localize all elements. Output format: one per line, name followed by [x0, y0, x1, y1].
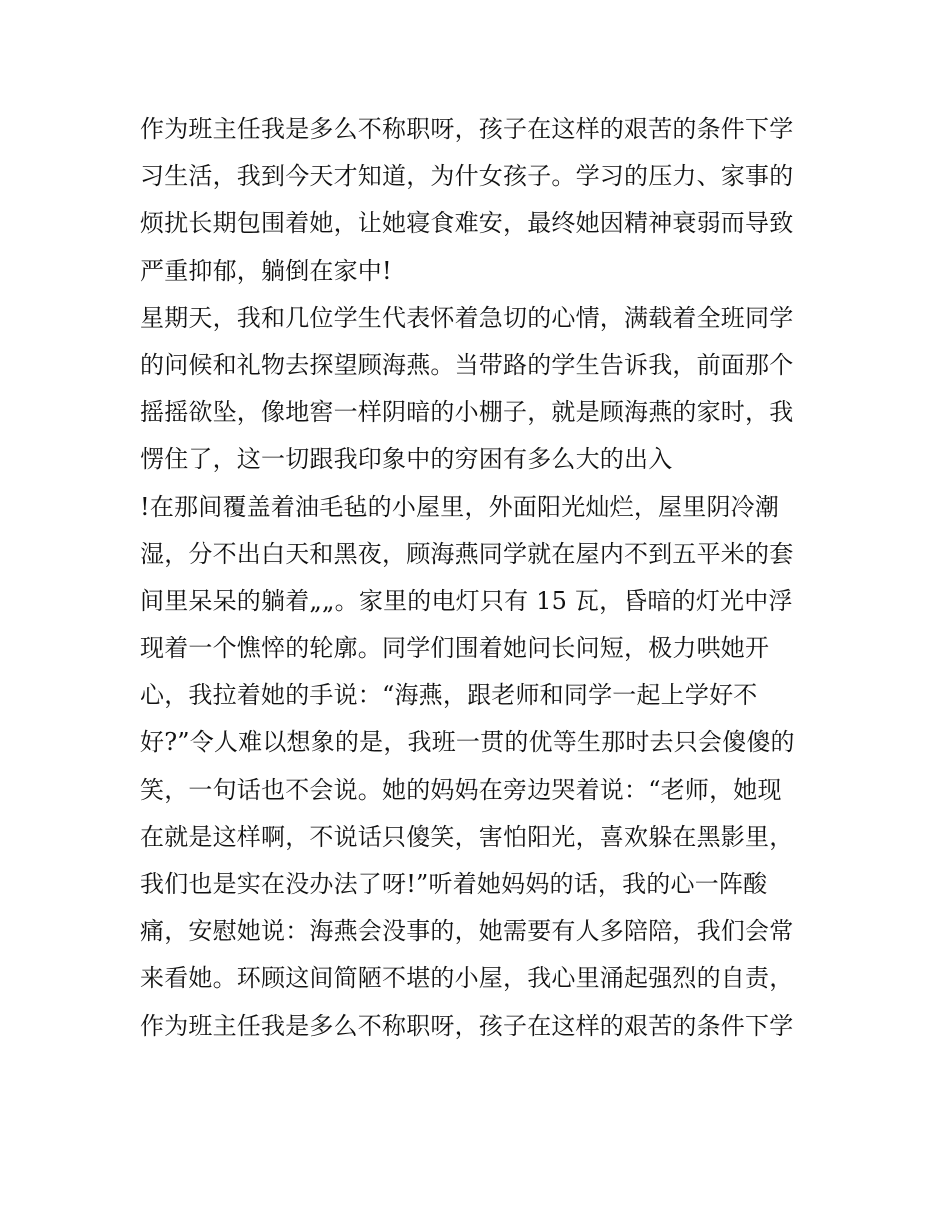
text-line: 在就是这样啊，不说话只傻笑，害怕阳光，喜欢躲在黑影里，	[140, 822, 794, 851]
text-line: 笑，一句话也不会说。她的妈妈在旁边哭着说：“老师，她现	[140, 775, 782, 804]
text-line: 习生活，我到今天才知道，为什女孩子。学习的压力、家事的	[140, 162, 794, 191]
text-line: 来看她。环顾这间简陋不堪的小屋，我心里涌起强烈的自责，	[140, 964, 794, 993]
text-line: 间里呆呆的躺着„„。家里的电灯只有 15 瓦，昏暗的灯光中浮	[140, 586, 793, 615]
text-line: 作为班主任我是多么不称职呀，孩子在这样的艰苦的条件下学	[140, 115, 794, 143]
text-line: 星期天，我和几位学生代表怀着急切的心情，满载着全班同学	[140, 303, 794, 332]
text-line: 现着一个憔悴的轮廓。同学们围着她问长问短，极力哄她开	[140, 634, 770, 663]
text-line: 作为班主任我是多么不称职呀，孩子在这样的艰苦的条件下学	[140, 1011, 794, 1040]
text-line: 我们也是实在没办法了呀!”听着她妈妈的话，我的心一阵酸	[140, 870, 768, 898]
body-text	[140, 106, 830, 1050]
text-line: 的问候和礼物去探望顾海燕。当带路的学生告诉我，前面那个	[140, 350, 794, 379]
text-line: !在那间覆盖着油毛毡的小屋里，外面阳光灿烂，屋里阴冷潮	[140, 492, 780, 521]
text-line: 心，我拉着她的手说：“海燕，跟老师和同学一起上学好不	[140, 681, 758, 710]
text-line: 烦扰长期包围着她，让她寝食难安，最终她因精神衰弱而导致	[140, 209, 794, 238]
text-line: 严重抑郁，躺倒在家中!	[140, 256, 392, 285]
text-line: 好?”令人难以想象的是，我班一贯的优等生那时去只会傻傻的	[140, 728, 795, 757]
text-line: 愣住了，这一切跟我印象中的穷困有多么大的出入	[140, 445, 673, 474]
text-line: 摇摇欲坠，像地窖一样阴暗的小棚子，就是顾海燕的家时，我	[140, 398, 794, 427]
text-line: 痛，安慰她说：海燕会没事的，她需要有人多陪陪，我们会常	[140, 917, 794, 946]
text-line: 湿，分不出白天和黑夜，顾海燕同学就在屋内不到五平米的套	[140, 539, 794, 568]
